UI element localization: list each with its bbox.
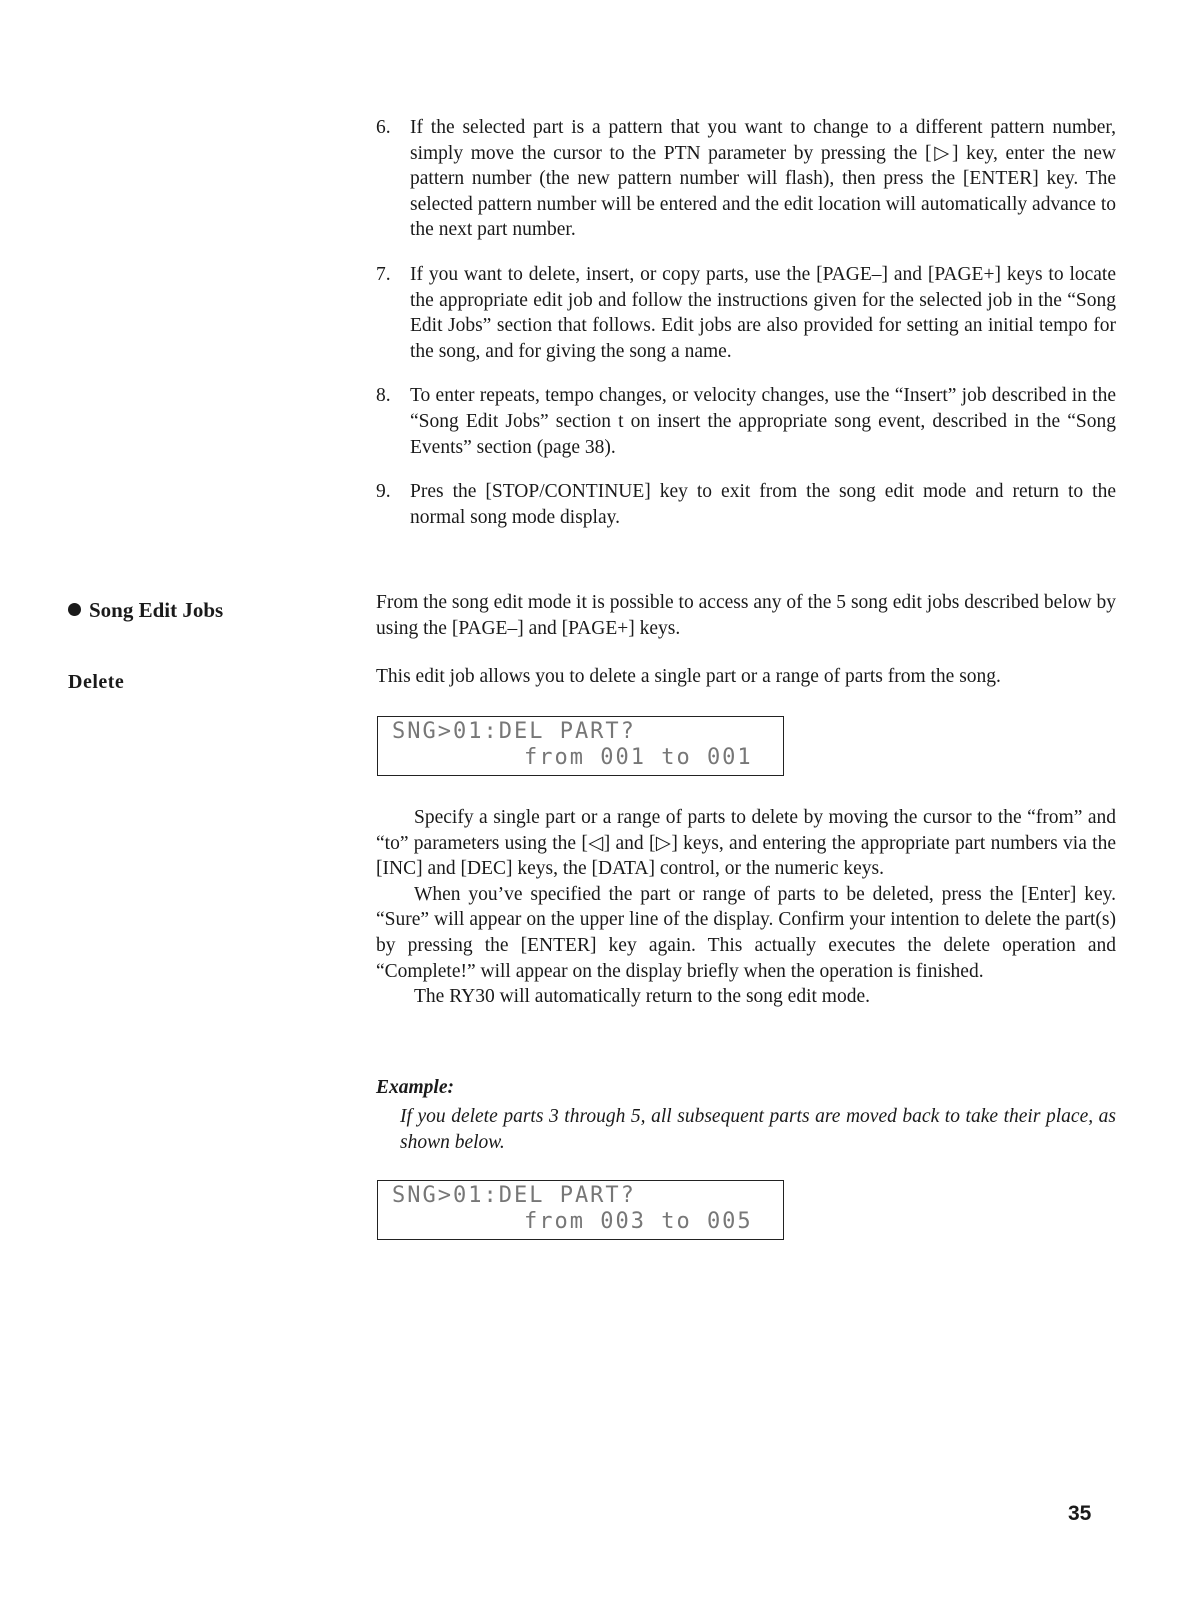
paragraph: Specify a single part or a range of parts to delete by moving the cursor to the “from” and “to” parameters using the [◁] and [▷] keys, and entering the appropriate part numbers via the [INC] and [DEC] keys, the [DATA] control, or the numeric keys. bbox=[376, 807, 1116, 880]
step-text: If you want to delete, insert, or copy parts, use the [PAGE–] and [PAGE+] keys to locate the appropriate edit job and follow the instructions given for the selected job in the “Song Edit Jobs” section that follows. Edit jobs are also provided for setting an initial tempo for the song, and for giving the song a name. bbox=[410, 263, 1116, 362]
list-item bbox=[376, 115, 1116, 243]
step-number: 6. bbox=[376, 117, 391, 138]
step-text: Pres the [STOP/CONTINUE] key to exit from the song edit mode and return to the normal song mode display. bbox=[410, 481, 1116, 528]
step-number: 9. bbox=[376, 481, 391, 503]
paragraph: The RY30 will automatically return to the song edit mode. bbox=[414, 986, 870, 1008]
lcd-line-2: from 001 to 001 bbox=[524, 745, 753, 770]
list-item bbox=[376, 479, 1116, 530]
paragraph: When you’ve specified the part or range of parts to be deleted, press the [Enter] key. “Sure” will appear on the upper line of the display. Confirm your intention to delete the part(s) by pressing the [ENTER] key again. This actually executes the delete operation and “Complete!” will appear on the display briefly when the operation is finished. bbox=[376, 883, 1116, 982]
steps-list bbox=[376, 115, 1116, 549]
song-edit-jobs-title: Song Edit Jobs bbox=[89, 598, 224, 622]
lcd-display bbox=[377, 1180, 784, 1240]
step-number: 7. bbox=[376, 263, 391, 285]
delete-heading: Delete bbox=[68, 671, 125, 693]
lcd-display bbox=[377, 716, 784, 776]
lcd-line-2: from 003 to 005 bbox=[524, 1209, 753, 1234]
list-item bbox=[376, 262, 1116, 364]
lcd-line-1: SNG>01:DEL PART? bbox=[392, 719, 636, 744]
list-item bbox=[376, 383, 1116, 460]
step-text: To enter repeats, tempo changes, or velocity changes, use the “Insert” job described in the “Song Edit Jobs” section t on insert the appropriate song event, described in the “Song Events” section (page 38). bbox=[410, 385, 1116, 458]
step-text: If the selected part is a pattern that you want to change to a different pattern number, simply move the cursor to the PTN parameter by pressing the [▷] key, enter the new pattern number (the new pattern number will flash), then press the [ENTER] key. The selected pattern number will be entered and the edit location will automatically advance to the next part number. bbox=[410, 117, 1116, 241]
song-edit-jobs-intro: From the song edit mode it is possible to access any of the 5 song edit jobs described below by using the [PAGE–] and [PAGE+] keys. bbox=[376, 592, 1116, 639]
lcd-line-1: SNG>01:DEL PART? bbox=[392, 1183, 636, 1208]
example-label: Example: bbox=[376, 1077, 454, 1098]
delete-instructions bbox=[376, 805, 1116, 1010]
page-number: 35 bbox=[1068, 1502, 1092, 1525]
example-text: If you delete parts 3 through 5, all subsequent parts are moved back to take their place, as shown below. bbox=[400, 1106, 1116, 1153]
delete-description: This edit job allows you to delete a single part or a range of parts from the song. bbox=[376, 666, 1001, 687]
step-number: 8. bbox=[376, 385, 391, 407]
bullet-icon bbox=[68, 603, 81, 616]
song-edit-jobs-heading bbox=[68, 598, 223, 623]
